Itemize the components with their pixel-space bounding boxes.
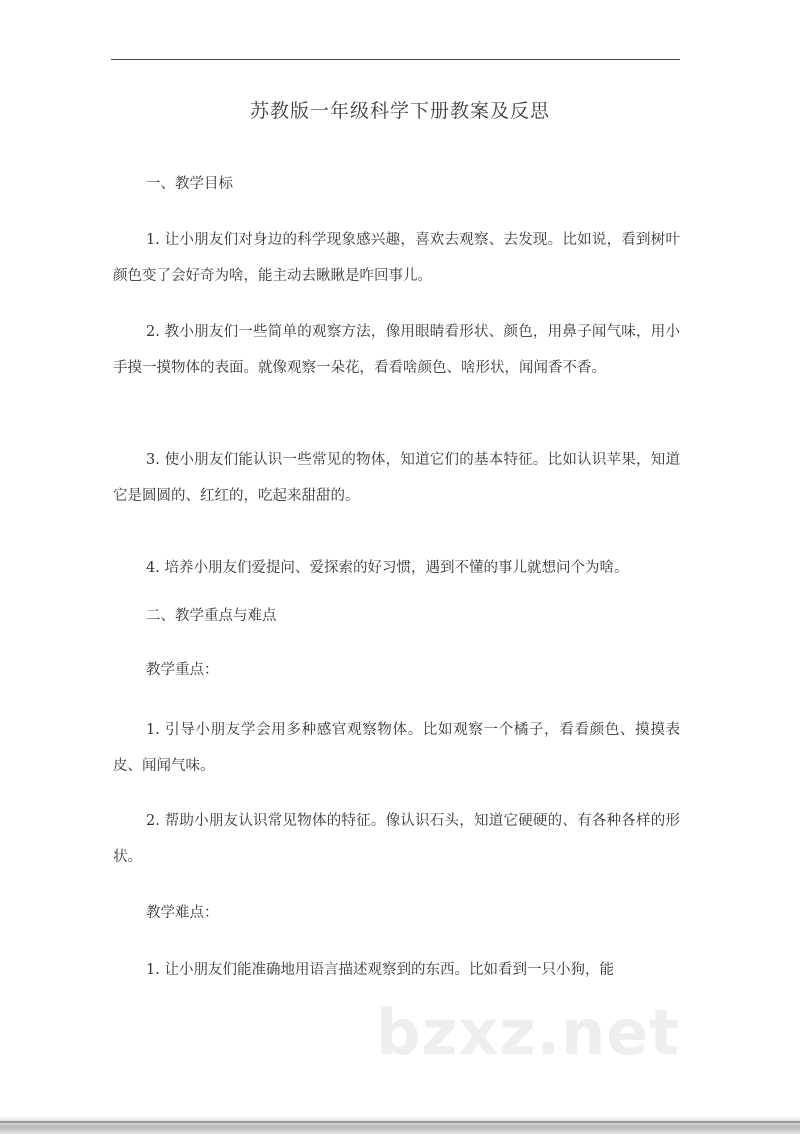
paragraph: 3. 使小朋友们能认识一些常见的物体，知道它们的基本特征。比如认识苹果，知道它是圆圆的、红红的，吃起来甜甜的。 [113,452,680,504]
section-heading-objectives: 一、教学目标 [146,176,233,192]
document-title: 苏教版一年级科学下册教案及反思 [249,100,550,122]
objective-item-3 [113,442,680,514]
key-points-label: 教学重点： [146,662,219,678]
objective-item-1 [113,222,680,294]
difficult-point-item-1 [113,952,680,988]
page-bottom-edge [0,1116,800,1134]
objective-item-4 [113,550,680,586]
header-rule [111,59,680,60]
paragraph: 2. 教小朋友们一些简单的观察方法，像用眼睛看形状、颜色，用鼻子闻气味，用小手摸一摸物体的表面。就像观察一朵花，看看啥颜色、啥形状，闻闻香不香。 [113,324,680,376]
paragraph: 1. 让小朋友们对身边的科学现象感兴趣，喜欢去观察、去发现。比如说，看到树叶颜色变了会好奇为啥，能主动去瞅瞅是咋回事儿。 [113,232,680,284]
watermark: bzxz.net [376,996,680,1069]
section-heading-key-points: 二、教学重点与难点 [146,608,277,624]
difficult-points-label: 教学难点： [146,905,219,921]
paragraph: 1. 让小朋友们能准确地用语言描述观察到的东西。比如看到一只小狗，能 [146,962,614,978]
paragraph: 4. 培养小朋友们爱提问、爱探索的好习惯，遇到不懂的事儿就想问个为啥。 [146,560,629,576]
paragraph: 2. 帮助小朋友认识常见物体的特征。像认识石头，知道它硬硬的、有各种各样的形状。 [113,813,680,865]
page-bottom-divider [0,1121,800,1123]
objective-item-2 [113,314,680,386]
key-point-item-1 [113,712,680,784]
paragraph: 1. 引导小朋友学会用多种感官观察物体。比如观察一个橘子，看看颜色、摸摸表皮、闻闻气味。 [113,722,680,774]
key-point-item-2 [113,803,680,875]
